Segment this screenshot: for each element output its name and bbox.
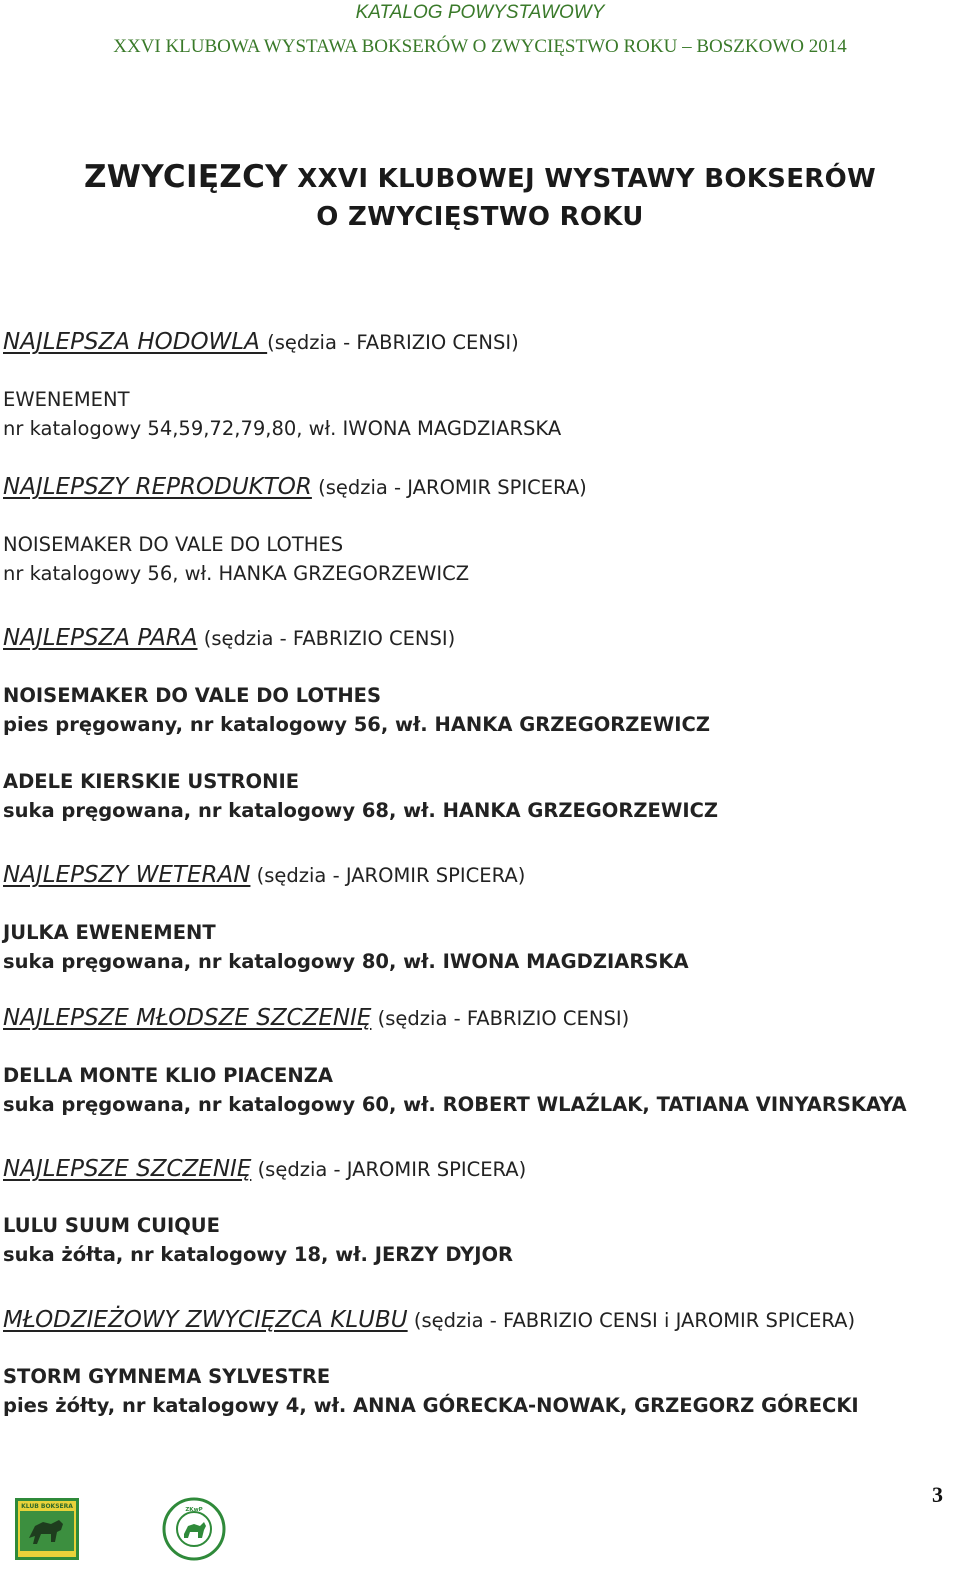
category-name: NAJLEPSZA PARA — [3, 625, 198, 651]
winner-details: pies żółty, nr katalogowy 4, wł. ANNA GÓRECKA-NOWAK, GRZEGORZ GÓRECKI — [3, 1394, 859, 1417]
category-heading — [3, 624, 455, 653]
category-judge: (sędzia - FABRIZIO CENSI) — [371, 1007, 630, 1030]
logo1-text: KLUB BOKSERA — [21, 1503, 73, 1510]
winner-details: suka pręgowana, nr katalogowy 68, wł. HANKA GRZEGORZEWICZ — [3, 799, 719, 822]
title-part2: XXVI KLUBOWEJ WYSTAWY BOKSERÓW — [287, 164, 876, 194]
winner-name: JULKA EWENEMENT — [3, 921, 216, 944]
winner-details: nr katalogowy 56, wł. HANKA GRZEGORZEWICZ — [3, 562, 470, 585]
category-judge: (sędzia - FABRIZIO CENSI i JAROMIR SPICERA) — [407, 1309, 856, 1332]
category-name: NAJLEPSZE SZCZENIĘ — [3, 1156, 252, 1182]
catalog-header: KATALOG POWYSTAWOWY — [355, 2, 605, 23]
category-judge: (sędzia - JAROMIR SPICERA) — [250, 864, 526, 887]
category-name: NAJLEPSZY REPRODUKTOR — [3, 474, 312, 500]
category-name: NAJLEPSZA HODOWLA — [3, 329, 268, 355]
category-heading — [3, 473, 587, 502]
winner-name: EWENEMENT — [3, 388, 130, 411]
page-title-line2: O ZWYCIĘSTWO ROKU — [316, 202, 644, 232]
winner-details: suka żółta, nr katalogowy 18, wł. JERZY DYJOR — [3, 1243, 514, 1266]
winner-details: suka pręgowana, nr katalogowy 80, wł. IWONA MAGDZIARSKA — [3, 950, 689, 973]
category-judge: (sędzia - FABRIZIO CENSI) — [267, 331, 519, 354]
category-judge: (sędzia - FABRIZIO CENSI) — [197, 627, 456, 650]
category-heading — [3, 861, 525, 890]
category-heading — [3, 1004, 629, 1033]
logo2-text: ZKwP — [185, 1507, 203, 1513]
winner-name: ADELE KIERSKIE USTRONIE — [3, 770, 300, 793]
winner-details: pies pręgowany, nr katalogowy 56, wł. HANKA GRZEGORZEWICZ — [3, 713, 710, 736]
category-heading — [3, 328, 519, 357]
page-title — [0, 157, 960, 199]
winner-details: nr katalogowy 54,59,72,79,80, wł. IWONA MAGDZIARSKA — [3, 417, 562, 440]
winner-name: NOISEMAKER DO VALE DO LOTHES — [3, 684, 382, 707]
winner-name: STORM GYMNEMA SYLVESTRE — [3, 1365, 331, 1388]
category-heading — [3, 1155, 526, 1184]
category-name: NAJLEPSZE MŁODSZE SZCZENIĘ — [3, 1005, 372, 1031]
winner-name: NOISEMAKER DO VALE DO LOTHES — [3, 533, 344, 556]
title-part1: ZWYCIĘZCY — [84, 159, 288, 195]
page-number: 3 — [932, 1482, 943, 1507]
category-judge: (sędzia - JAROMIR SPICERA) — [251, 1158, 527, 1181]
event-header: XXVI KLUBOWA WYSTAWA BOKSERÓW O ZWYCIĘSTWO ROKU – BOSZKOWO 2014 — [113, 36, 847, 57]
category-heading — [3, 1306, 855, 1335]
winner-details: suka pręgowana, nr katalogowy 60, wł. ROBERT WLAŹLAK, TATIANA VINYARSKAYA — [3, 1093, 907, 1116]
klub-boksera-logo — [15, 1498, 79, 1560]
zkwp-logo — [162, 1496, 226, 1562]
category-name: MŁODZIEŻOWY ZWYCIĘZCA KLUBU — [3, 1307, 408, 1333]
category-judge: (sędzia - JAROMIR SPICERA) — [311, 476, 587, 499]
winner-name: DELLA MONTE KLIO PIACENZA — [3, 1064, 333, 1087]
winner-name: LULU SUUM CUIQUE — [3, 1214, 220, 1237]
category-name: NAJLEPSZY WETERAN — [3, 862, 251, 888]
